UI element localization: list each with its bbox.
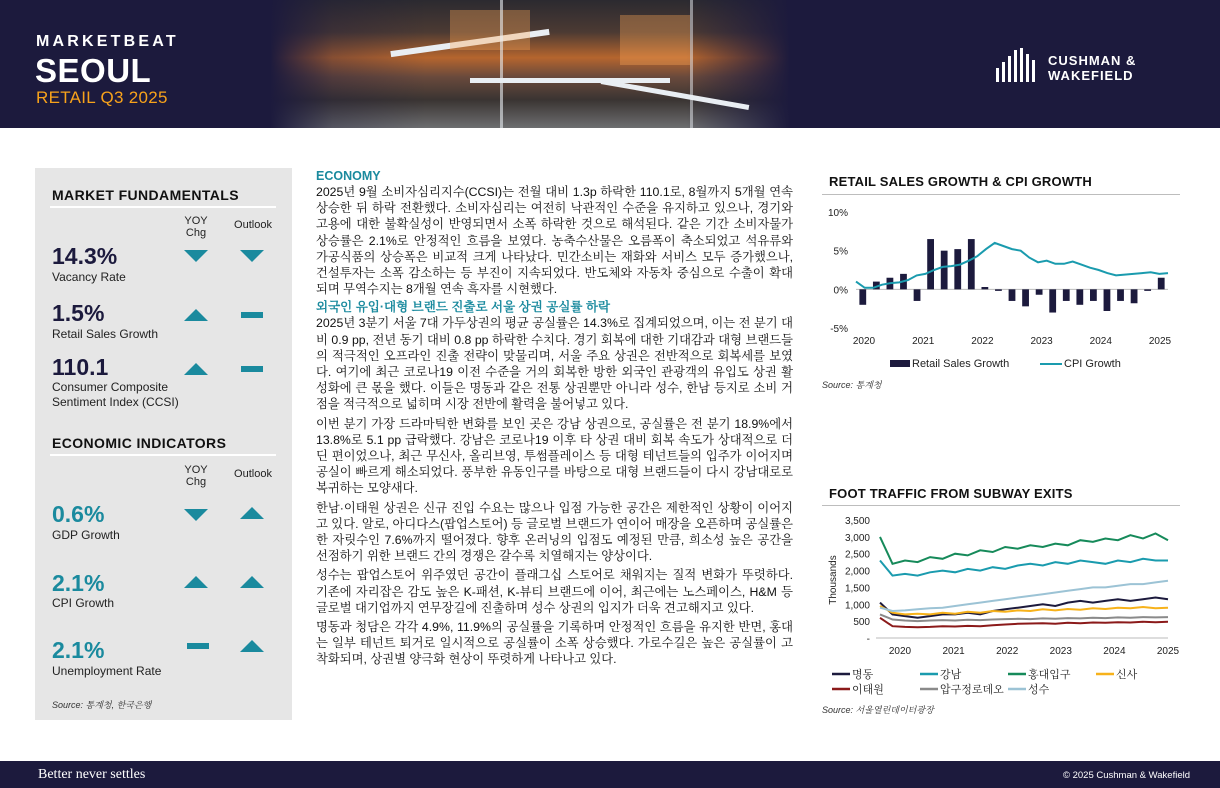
unemployment-rate-label: Unemployment Rate [52,664,162,678]
y-axis-label: Thousands [828,555,839,605]
outlook-column-header: Outlook [234,219,272,231]
x-tick-label: 2023 [1049,646,1072,657]
retail-sales-growth-label: Retail Sales Growth [52,327,159,341]
retail-sales-bar [1117,289,1124,301]
y-tick-label: 2,500 [844,549,870,561]
legend-label-cpi: CPI Growth [1064,358,1121,370]
retail-sales-bar [1063,289,1070,301]
retail-sales-bar [995,289,1002,291]
y-tick-label: 5% [833,246,848,258]
x-tick-label: 2022 [971,336,994,347]
vacancy-rate-label: Vacancy Rate [52,270,126,284]
logo-bars-icon [996,48,1040,82]
economy-heading: ECONOMY [316,169,381,183]
foot-traffic-chart [818,508,1180,700]
x-tick-label: 2022 [996,646,1019,657]
vacancy-paragraph-2: 이번 분기 가장 드라마틱한 변화를 보인 곳은 강남 상권으로, 공실률은 전 분기 18.9%에서 13.8%로 5.1 pp 급락했다. 강남은 코로나19 이후 타 상권 대비 회복 속도가 상대적으로 더딘 편이었으나, 최근 무신사, 올리브영, 투썸플레이스 등 대형 테넌트들의 입주가 이어지며 공실이 빠르게 해소되었다. 풍부한 유동인구를 바탕으로 대형 브랜드들이 다시 강남대로로 복귀하는 모양새다. [316,416,793,496]
retail-sales-bar [1049,289,1056,312]
arrow-down-icon [240,250,264,262]
hero-photo [270,0,790,128]
cpi-growth-label: CPI Growth [52,596,115,610]
cpi-growth-value: 2.1% [52,570,105,596]
flat-dash-icon [241,366,263,372]
y-tick-label: 3,000 [844,532,870,544]
flat-dash-icon [187,643,209,649]
cpi-growth-line [856,243,1168,288]
legend-label: 신사 [1116,669,1138,681]
arrow-down-icon [184,509,208,521]
y-tick-label: 0% [833,285,848,297]
city-title: SEOUL [35,52,152,89]
flat-dash-icon [241,312,263,318]
legend-label: 명동 [852,669,874,681]
x-tick-label: 2025 [1156,646,1180,657]
retail-sales-bar [941,251,948,290]
x-tick-label: 2023 [1030,336,1053,347]
vacancy-paragraph-4: 성수는 팝업스토어 위주였던 공간이 플래그십 스토어로 채워지는 질적 변화가 뚜렷하다. 기존에 자리잡은 감도 높은 K-패션, K-뷰티 브랜드에 이어, 최근에는 노스페이스, H&M 등 글로벌 대기업까지 연무장길에 진출하며 성수 상권의 입지가 더욱 견고해지고 있다. [316,568,793,615]
retail-sales-bar [859,289,866,304]
vacancy-rate-value: 14.3% [52,243,118,269]
retail-sales-bar [1036,289,1043,294]
retail-sales-bar [1009,289,1016,301]
vacancy-paragraph-3: 한남·이태원 상권은 신규 진입 수요는 많으나 입점 가능한 공간은 제한적인 상황이 이어지고 있다. 알로, 아디다스(팝업스토어) 등 글로벌 브랜드가 연이어 매장을 오픈하며 공실률은 한 자릿수인 7.6%까지 떨어졌다. 향후 온러닝의 입점도 예정된 만큼, 희소성 높은 공간을 선점하기 위한 브랜드 간의 경쟁은 갈수록 치열해지는 양상이다. [316,500,793,564]
legend-label-retail: Retail Sales Growth [912,358,1010,370]
retail-sales-bar [1090,289,1097,301]
retail-sales-bar [1158,278,1165,290]
legend-label: 이태원 [852,684,884,696]
section-divider [50,206,276,208]
vacancy-heading: 외국인 유입·대형 브랜드 진출로 서울 상권 공실률 하락 [316,300,611,315]
economic-indicators-title: ECONOMIC INDICATORS [52,435,227,451]
retail-sales-bar [968,239,975,289]
x-tick-label: 2021 [942,646,965,657]
retail-sales-bar [1144,289,1151,291]
x-tick-label: 2024 [1103,646,1126,657]
legend-label: 압구정로데오 [940,684,1004,696]
chart1-divider [822,194,1180,195]
yoy-column-header: YOY Chg [184,215,208,239]
footer-copyright: © 2025 Cushman & Wakefield [1062,770,1190,781]
gdp-growth-value: 0.6% [52,501,105,527]
y-tick-label: 1,500 [844,583,870,595]
foot-traffic-line [880,559,1168,576]
y-tick-label: 500 [853,617,870,629]
arrow-up-icon [240,507,264,519]
chart1-source: Source: 통계청 [822,380,882,390]
retail-sales-bar [914,289,921,301]
legend-swatch-retail [890,360,910,367]
retail-sales-bar [927,239,934,289]
report-subtitle: RETAIL Q3 2025 [36,88,168,107]
retail-sales-bar [1104,289,1111,311]
retail-sales-growth-value: 1.5% [52,300,105,326]
chart2-title: FOOT TRAFFIC FROM SUBWAY EXITS [829,486,1073,501]
arrow-up-icon [184,363,208,375]
commentary-column [316,169,793,671]
retail-sales-bar [1022,289,1029,306]
section-divider [50,454,276,456]
vacancy-paragraph-1: 2025년 3분기 서울 7대 가두상권의 평균 공실률은 14.3%로 집계되었으며, 이는 전 분기 대비 0.9 pp, 전년 동기 대비 0.8 pp 하락한 수치다. 경기 회복에 대한 기대감과 대형 브랜드들의 적극적인 오프라인 진출 전략이 맞물리며, 서울 주요 상권은 전반적으로 회복세를 보였다. 여기에 최근 코로나19 이전 수준을 거의 회복한 방한 외국인 관광객의 유입도 상권 활성화에 큰 몫을 했다. 이들은 명동과 같은 전통 상권뿐만 아니라 성수, 한남 등지로 소비 거점을 적극적으로 넓히며 시장 전반에 활력을 불어넣고 있다. [316,316,793,412]
yoy-column-header: YOY Chg [184,464,208,488]
x-tick-label: 2020 [852,336,876,347]
report-header [0,0,1220,128]
y-tick-label: - [866,634,870,645]
indicators-source: Source: 통계청, 한국은행 [52,700,152,710]
gdp-growth-label: GDP Growth [52,528,120,542]
y-tick-label: -5% [830,324,848,335]
retail-sales-bar [954,249,961,289]
retail-sales-bar [1076,289,1083,304]
economy-paragraph: 2025년 9월 소비자심리지수(CCSI)는 전월 대비 1.3p 하락한 110.1로, 8월까지 5개월 연속 상승한 뒤 하락 전환했다. 소비자심리는 여전히 낙관적인 수준을 유지하고 있으나, 경기와 고용에 대한 불확실성이 반영되면서 소폭 하락한 것으로 해석된다. 같은 기간 소비자물가 상승률은 2.1%로 안정적인 흐름을 보였다. 농축수산물은 오름폭이 축소되었고 석유류와 가공식품의 상승폭은 비교적 크게 나타났다. 민간소비는 재화와 서비스 모두 증가했으나, 건설투자는 소폭 감소하는 등 부진이 지속되었다. 반도체와 자동차 중심으로 수출이 확대되며 무역수지는 8개월 연속 흑자를 시현했다. [316,185,793,297]
vacancy-paragraph-5: 명동과 청담은 각각 4.9%, 11.9%의 공실률을 기록하며 안정적인 흐름을 유지한 반면, 홍대는 일부 테넌트 퇴거로 일시적으로 공실률이 소폭 상승했다. 가로수길은 높은 공실률이 고착화되며, 상권별 양극화 현상이 뚜렷하게 나타나고 있다. [316,620,793,667]
ccsi-label: Consumer Composite Sentiment Index (CCSI) [52,380,179,409]
arrow-up-icon [240,640,264,652]
x-tick-label: 2025 [1148,336,1172,347]
retail-sales-bar [1131,289,1138,303]
brand-name: CUSHMAN & WAKEFIELD [1048,53,1137,83]
legend-label: 성수 [1028,684,1050,696]
chart1-title: RETAIL SALES GROWTH & CPI GROWTH [829,174,1093,189]
unemployment-rate-value: 2.1% [52,637,105,663]
market-fundamentals-title: MARKET FUNDAMENTALS [52,187,239,203]
y-tick-label: 2,000 [844,566,870,578]
foot-traffic-line [880,534,1168,564]
y-tick-label: 10% [827,208,848,219]
series-label: MARKETBEAT [36,33,179,50]
legend-label: 강남 [940,669,962,681]
ccsi-value: 110.1 [52,354,109,380]
y-tick-label: 1,000 [844,600,870,612]
retail-sales-bar [981,287,988,289]
x-tick-label: 2024 [1089,336,1112,347]
arrow-up-icon [184,309,208,321]
report-footer [0,761,1220,788]
arrow-up-icon [240,576,264,588]
chart2-source: Source: 서울열린데이터광장 [822,705,934,715]
legend-label: 홍대입구 [1028,669,1071,681]
arrow-up-icon [184,576,208,588]
footer-tagline: Better never settles [38,767,146,782]
retail-cpi-chart [818,198,1180,376]
chart2-divider [822,505,1180,506]
y-tick-label: 3,500 [844,516,870,527]
fundamentals-panel [35,168,292,720]
outlook-column-header: Outlook [234,468,272,480]
x-tick-label: 2020 [888,646,912,657]
x-tick-label: 2021 [912,336,935,347]
arrow-down-icon [184,250,208,262]
